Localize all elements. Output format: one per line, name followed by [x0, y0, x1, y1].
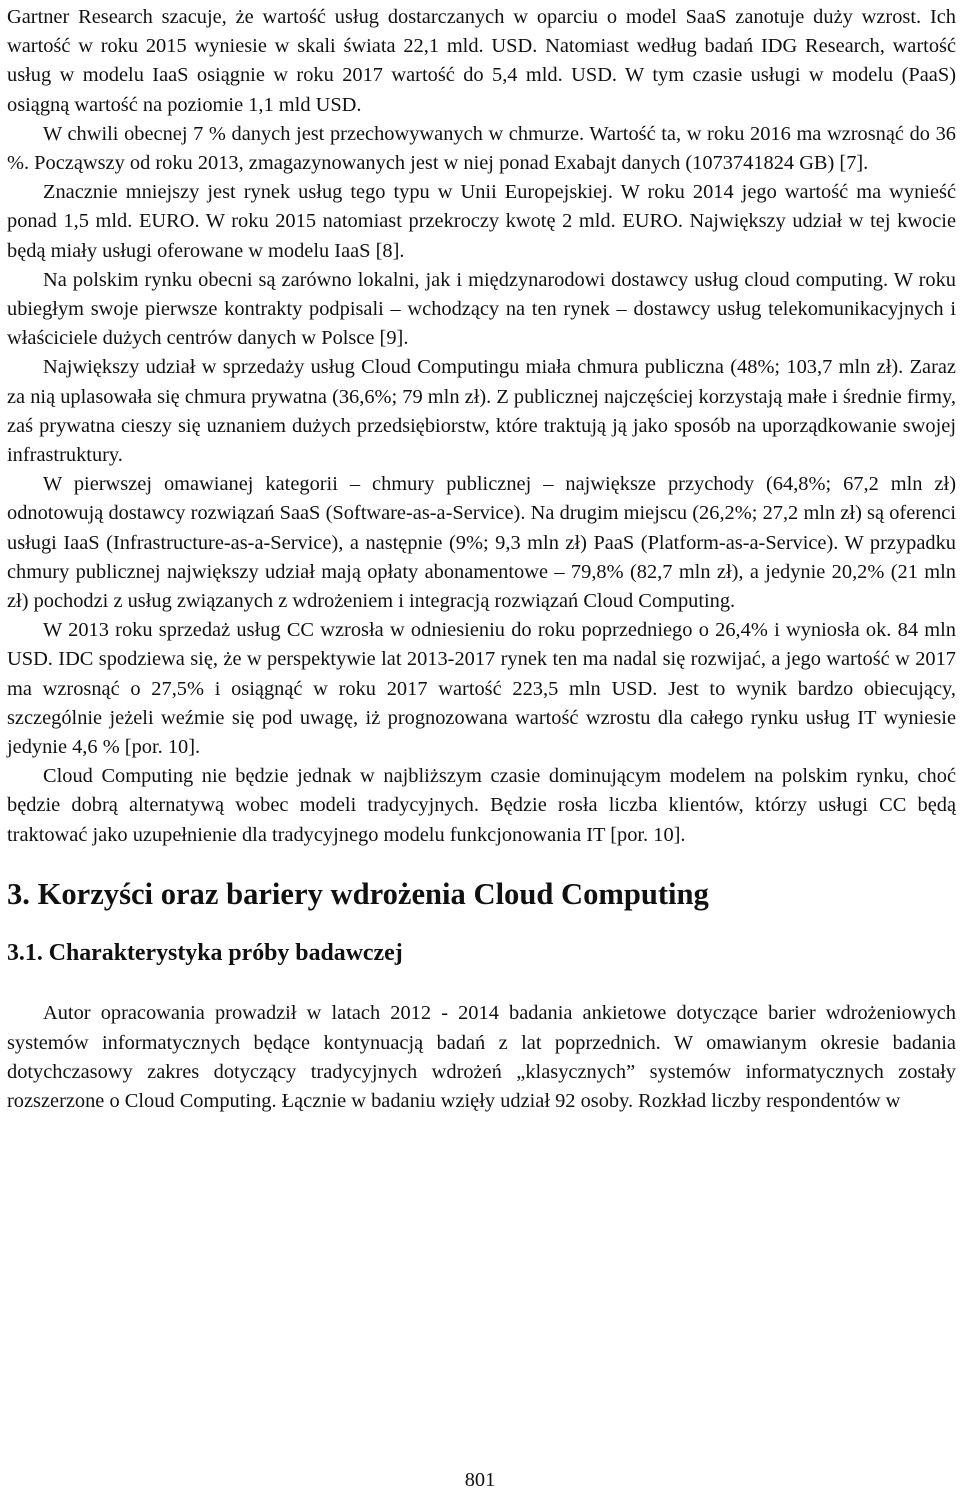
- paragraph-research-sample: Autor opracowania prowadził w latach 2012 - 2014 badania ankietowe dotyczące barier wdrożeniowych systemów informatycznych będące kontynuacją badań z lat poprzednich. W omawianym okresie badania dotychczasowy zakres dotyczący tradycyjnych wdrożeń „klasycznych” systemów informatycznych zostały rozszerzone o Cloud Computing. Łącznie w badaniu wzięły udział 92 osoby. Rozkład liczby respondentów w: [7, 1002, 956, 1112]
- page-number: 801: [464, 1469, 496, 1491]
- paragraph-eu-market: Znacznie mniejszy jest rynek usług tego typu w Unii Europejskiej. W roku 2014 jego wartość ma wynieść ponad 1,5 mld. EURO. W roku 2015 natomiast przekroczy kwotę 2 mld. EURO. Największy udział w tej kwocie będą miały usługi oferowane w modelu IaaS [8].: [7, 181, 956, 262]
- section-heading: 3. Korzyści oraz bariery wdrożenia Cloud Computing: [7, 876, 709, 911]
- document-page: [7, 3, 956, 1116]
- paragraph-public-private-cloud-share: Największy udział w sprzedaży usług Cloud Computingu miała chmura publiczna (48%; 103,7 mln zł). Zaraz za nią uplasowała się chmura prywatna (36,6%; 79 mln zł). Z publicznej najczęściej korzystają małe i średnie firmy, zaś prywatna cieszy się uznaniem dużych przedsiębiorstw, które traktują ją jako sposób na uporządkowanie swojej infrastruktury.: [7, 356, 956, 467]
- paragraph-cc-sales-2013: W 2013 roku sprzedaż usług CC wzrosła w odniesieniu do roku poprzedniego o 26,4% i wyniosła ok. 84 mln USD. IDC spodziewa się, że w perspektywie lat 2013-2017 rynek ten ma nadal się rozwijać, a jego wartość w 2017 ma wzrosnąć o 27,5% i osiągnąć w roku 2017 wartość 223,5 mln USD. Jest to wynik bardzo obiecujący, szczególnie jeżeli weźmie się pod uwagę, iż prognozowana wartość wzrostu dla całego rynku usług IT wyniesie jedynie 4,6 % [por. 10].: [7, 619, 956, 759]
- paragraph-cc-outlook: Cloud Computing nie będzie jednak w najbliższym czasie dominującym modelem na polskim rynku, choć będzie dobrą alternatywą wobec modeli tradycyjnych. Będzie rosła liczba klientów, którzy usługi CC będą traktować jako uzupełnienie dla tradycyjnego modelu funkcjonowania IT [por. 10].: [7, 765, 956, 846]
- paragraph-public-cloud-categories: W pierwszej omawianej kategorii – chmury publicznej – największe przychody (64,8%; 67,2 mln zł) odnotowują dostawcy rozwiązań SaaS (Software-as-a-Service). Na drugim miejscu (26,2%; 27,2 mln zł) są oferenci usługi IaaS (Infrastructure-as-a-Service), a następnie (9%; 9,3 mln zł) PaaS (Platform-as-a-Service). W przypadku chmury publicznej największy udział mają opłaty abonamentowe – 79,8% (82,7 mln zł), a jedynie 20,2% (21 mln zł) pochodzi z usług związanych z wdrożeniem i integracją rozwiązań Cloud Computing.: [7, 473, 956, 613]
- paragraph-polish-market-vendors: Na polskim rynku obecni są zarówno lokalni, jak i międzynarodowi dostawcy usług cloud computing. W roku ubiegłym swoje pierwsze kontrakty podpisali – wchodzący na ten rynek – dostawcy usług telekomunikacyjnych i właściciele dużych centrów danych w Polsce [9].: [7, 268, 956, 350]
- subsection-heading: 3.1. Charakterystyka próby badawczej: [7, 940, 403, 967]
- paragraph-saas-market-forecast: Gartner Research szacuje, że wartość usług dostarczanych w oparciu o model SaaS zanotuje duży wzrost. Ich wartość w roku 2015 wyniesie w skali świata 22,1 mld. USD. Natomiast według badań IDG Research, wartość usług w modelu IaaS osiągnie w roku 2017 wartość do 5,4 mld. USD. W tym czasie usługi w modelu (PaaS) osiągną wartość na poziomie 1,1 mld USD.: [7, 6, 956, 116]
- paragraph-cloud-data-share: W chwili obecnej 7 % danych jest przechowywanych w chmurze. Wartość ta, w roku 2016 ma wzrosnąć do 36 %. Począwszy od roku 2013, zmagazynowanych jest w niej ponad Exabajt danych (1073741824 GB) [7].: [7, 122, 956, 175]
